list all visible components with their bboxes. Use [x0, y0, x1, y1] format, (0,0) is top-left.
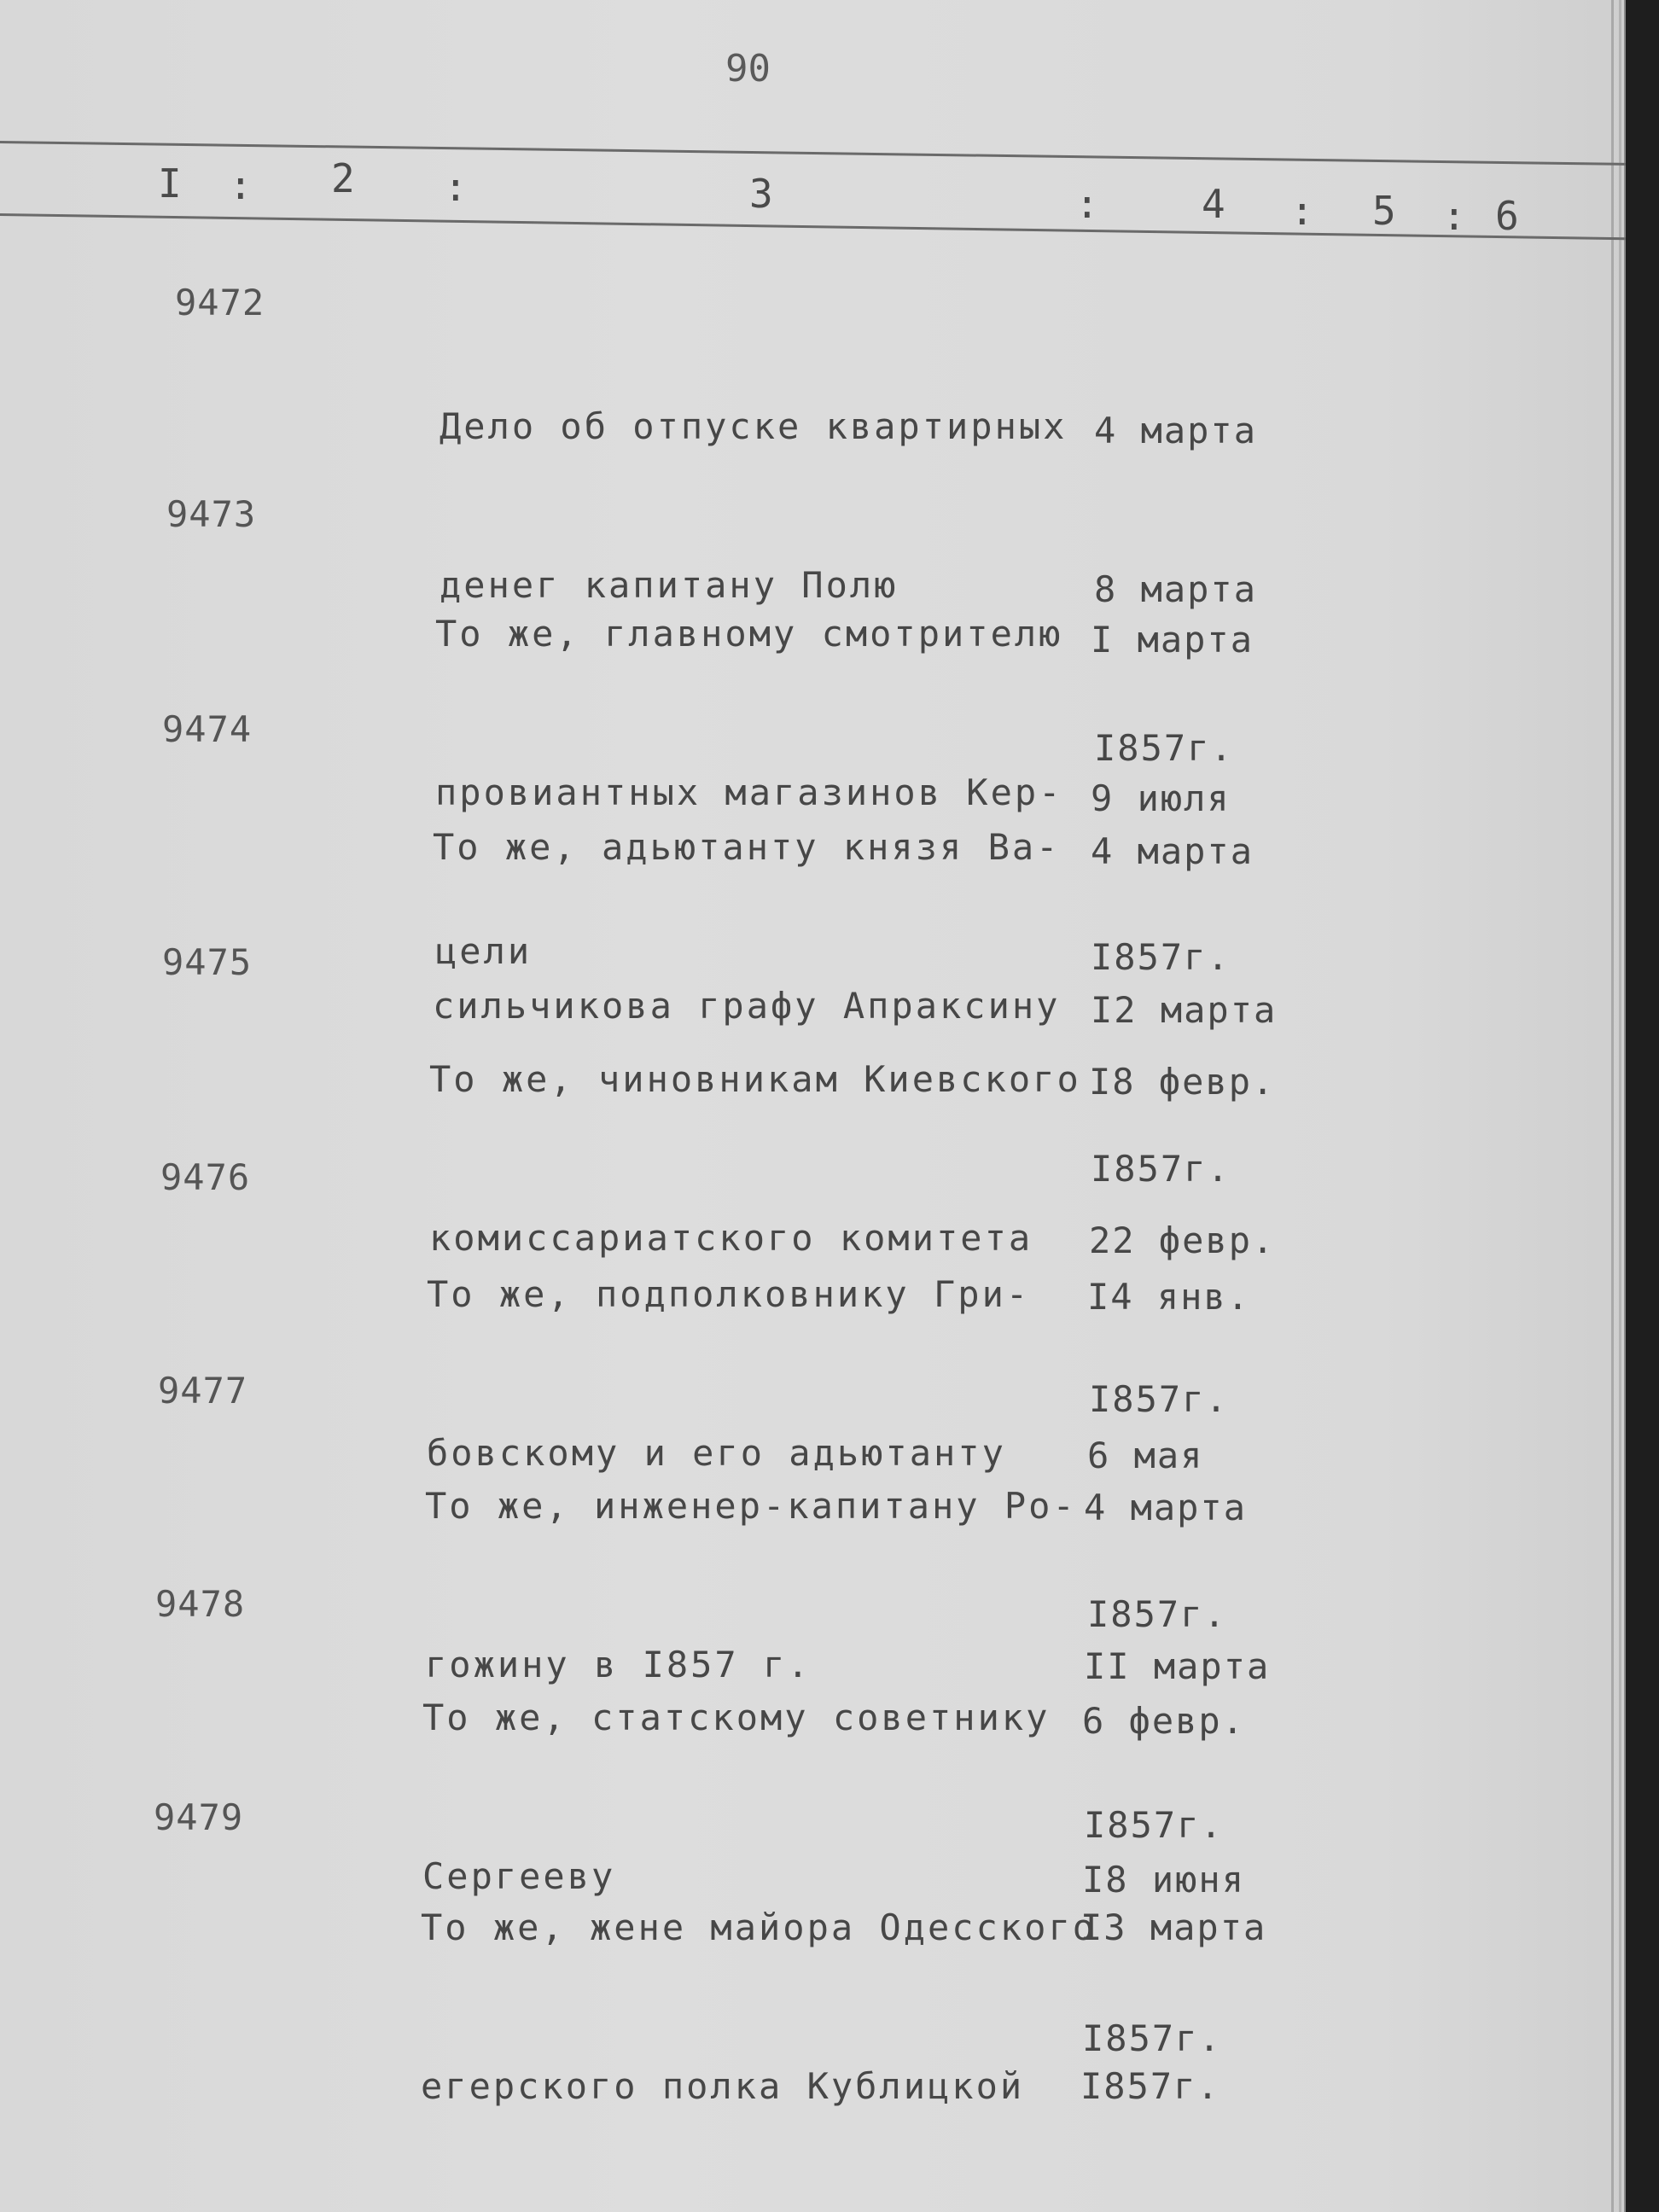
- date-line: I857г.: [1091, 1148, 1231, 1190]
- description-line: бовскому и его адьютанту: [427, 1432, 1006, 1474]
- entry-dates: [1080, 1796, 1266, 2212]
- header-separator: :: [1442, 193, 1466, 239]
- description-line: провиантных магазинов Кер-: [435, 771, 1063, 813]
- date-line: I857г.: [1094, 727, 1234, 769]
- date-line: I857г.: [1084, 1804, 1224, 1846]
- date-line: 9 июля: [1091, 777, 1231, 819]
- description-line: То же, инженер-капитану Ро-: [425, 1485, 1077, 1527]
- header-col-4: 4: [1202, 181, 1225, 227]
- description-line: То же, чиновникам Киевского: [429, 1058, 1081, 1100]
- date-line: I8 июня: [1082, 1859, 1246, 1901]
- page-edge: [1611, 0, 1614, 2212]
- entry-number: 9479: [154, 1796, 244, 1838]
- description-line: сильчикова графу Апраксину: [433, 985, 1061, 1027]
- description-line: То же, адьютанту князя Ва-: [433, 826, 1061, 868]
- description-line: Сергееву: [422, 1855, 616, 1897]
- date-line: 8 марта: [1094, 568, 1258, 610]
- date-line: 4 марта: [1091, 830, 1254, 872]
- date-line: I2 марта: [1091, 989, 1278, 1031]
- description-line: цели: [435, 930, 533, 972]
- page-number: 90: [725, 47, 771, 90]
- entry-description: [421, 1796, 1097, 2212]
- date-line: 4 марта: [1094, 410, 1258, 451]
- entry-number: 9473: [166, 493, 257, 535]
- date-line: I857г.: [1080, 2065, 1220, 2107]
- date-line: 6 мая: [1087, 1435, 1204, 1476]
- header-col-1: I: [158, 160, 182, 207]
- description-line: денег капитану Полю: [439, 564, 899, 606]
- date-line: I8 февр.: [1089, 1061, 1276, 1103]
- date-line: 4 марта: [1084, 1487, 1248, 1528]
- entry-number: 9474: [162, 708, 253, 750]
- header-col-6: 6: [1495, 193, 1519, 239]
- description-line: комиссариатского комитета: [429, 1217, 1033, 1259]
- description-line: То же, главному смотрителю: [435, 613, 1063, 655]
- date-line: I4 янв.: [1087, 1276, 1251, 1318]
- header-separator: :: [1290, 188, 1314, 234]
- page-edge: [1619, 0, 1621, 2212]
- header-col-5: 5: [1372, 188, 1396, 234]
- entry-number: 9472: [175, 282, 265, 323]
- description-line: Дело об отпуске квартирных: [439, 405, 1068, 447]
- header-col-2: 2: [331, 155, 355, 201]
- date-line: II марта: [1084, 1645, 1271, 1687]
- entry-number: 9478: [155, 1583, 246, 1625]
- header-separator: :: [444, 164, 468, 210]
- entry-number: 9477: [158, 1370, 248, 1412]
- description-line: гожину в I857 г.: [425, 1644, 812, 1685]
- description-line: То же, статскому советнику: [422, 1697, 1051, 1738]
- header-separator: :: [229, 162, 253, 208]
- description-line: То же, подполковнику Гри-: [427, 1273, 1031, 1315]
- date-line: I марта: [1091, 619, 1254, 661]
- description-line: То же, жене майора Одесского: [421, 1906, 1097, 1948]
- entry-number: 9475: [162, 941, 253, 983]
- date-line: 6 февр.: [1082, 1700, 1246, 1742]
- date-line: I857г.: [1087, 1593, 1227, 1635]
- date-line: 22 февр.: [1089, 1220, 1276, 1261]
- date-line: I3 марта: [1080, 1906, 1267, 1948]
- entry-number: 9476: [160, 1156, 251, 1198]
- date-line: I857г.: [1089, 1378, 1229, 1420]
- date-line: I857г.: [1091, 936, 1231, 978]
- date-line: I857г.: [1082, 2017, 1222, 2059]
- page-edge: [1624, 0, 1626, 2212]
- header-separator: :: [1075, 181, 1099, 227]
- header-col-3: 3: [749, 171, 773, 217]
- description-line: егерского полка Кублицкой: [421, 2065, 1025, 2107]
